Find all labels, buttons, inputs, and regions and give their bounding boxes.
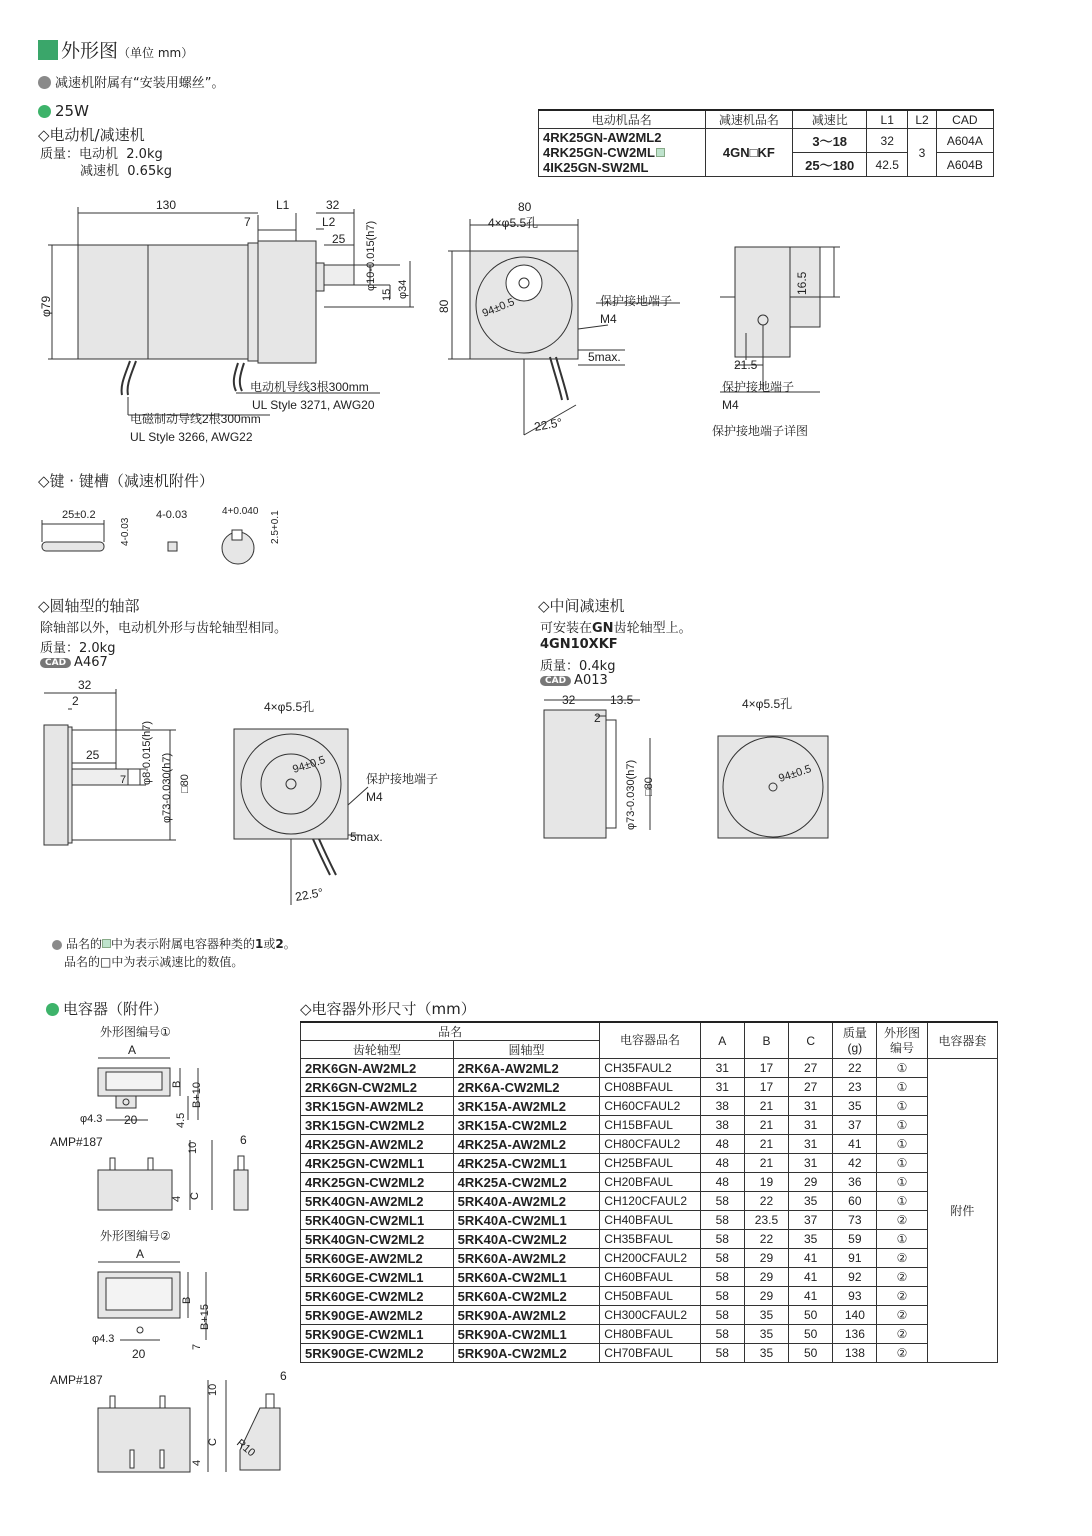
mid-cad: CAD A013	[540, 673, 608, 688]
side-m4: M4	[722, 398, 739, 412]
table-cell: 3RK15A-AW2ML2	[453, 1097, 600, 1116]
fig1-20: 20	[124, 1113, 138, 1127]
th-fig: 外形图编号	[877, 1022, 927, 1059]
dim-165: 16.5	[795, 271, 809, 295]
table-cell: 5RK90GE-AW2ML2	[301, 1306, 454, 1325]
table-cell: ①	[877, 1154, 927, 1173]
table-cell: 48	[700, 1135, 744, 1154]
fig2-label: 外形图编号②	[100, 1229, 171, 1243]
table-cell: 50	[789, 1344, 833, 1363]
table-cell: 50	[789, 1325, 833, 1344]
cad-2: A604B	[936, 153, 993, 177]
th-cap: 电容器品名	[600, 1022, 700, 1059]
dim-130: 130	[156, 198, 177, 212]
th-round-type: 圆轴型	[453, 1041, 600, 1059]
round-title: ◇圆轴型的轴部	[38, 597, 140, 615]
table-cell: 41	[789, 1268, 833, 1287]
table-cell: 60	[833, 1192, 877, 1211]
mid-pcd: 94±0.5	[777, 763, 813, 785]
table-row	[301, 1211, 998, 1230]
fig2-phi: φ4.3	[92, 1333, 115, 1345]
table-cell: 35	[833, 1097, 877, 1116]
table-cell: ②	[877, 1344, 927, 1363]
fig2-r10: R10	[234, 1437, 258, 1460]
round-32: 32	[78, 678, 92, 692]
key-25: 25±0.2	[62, 509, 96, 521]
cad-1: A604A	[936, 129, 993, 153]
table-cell: 22	[744, 1192, 788, 1211]
table-cell: ①	[877, 1135, 927, 1154]
th-gear-type: 齿轮轴型	[301, 1041, 454, 1059]
table-cell: 48	[700, 1154, 744, 1173]
table-cell: 31	[789, 1097, 833, 1116]
table-cell: 5RK40A-CW2ML2	[453, 1230, 600, 1249]
cap-title: 电容器（附件）	[46, 998, 168, 1019]
table-cell: 48	[700, 1173, 744, 1192]
fig1-B: B	[171, 1080, 183, 1088]
table-row	[301, 1192, 998, 1211]
fig1-A: A	[128, 1043, 137, 1057]
l1-b: 42.5	[867, 153, 908, 177]
key-25b: 2.5+0.1	[270, 510, 281, 544]
gear-head	[258, 241, 316, 363]
table-cell: 5RK60GE-CW2ML2	[301, 1287, 454, 1306]
table-cell: 50	[789, 1306, 833, 1325]
table-cell: ①	[877, 1059, 927, 1078]
table-cell: ②	[877, 1287, 927, 1306]
key-4: 4-0.03	[120, 517, 131, 546]
table-cell: CH35BFAUL	[600, 1230, 700, 1249]
th-set: 电容器套	[927, 1022, 997, 1059]
motor-subtitle: ◇电动机/减速机	[38, 126, 145, 144]
th-b: B	[744, 1022, 788, 1059]
round-max: 5max.	[350, 830, 383, 844]
dim-80: 80	[518, 200, 532, 214]
table-cell: CH80BFAUL	[600, 1325, 700, 1344]
fig2-A: A	[136, 1247, 145, 1261]
ratio-2: 25～180	[793, 153, 867, 177]
capacitor-set-cell: 附件	[927, 1059, 997, 1363]
table-cell: CH15BFAUL	[600, 1116, 700, 1135]
round-desc: 除轴部以外，电动机外形与齿轮轴型相同。	[40, 621, 288, 636]
capacitor-table	[300, 1021, 998, 1363]
table-cell: 4RK25A-CW2ML2	[453, 1173, 600, 1192]
lead-2: 电磁制动导线2根300mm	[130, 412, 261, 426]
table-cell: 23.5	[744, 1211, 788, 1230]
table-cell: ①	[877, 1192, 927, 1211]
table-cell: 5RK40GN-CW2ML1	[301, 1211, 454, 1230]
side-caption: 保护接地端子详图	[712, 424, 809, 438]
fig1-phi: φ4.3	[80, 1113, 103, 1125]
table-cell: 140	[833, 1306, 877, 1325]
angle-label: 22.5°	[533, 415, 564, 434]
table-cell: 93	[833, 1287, 877, 1306]
side-ground: 保护接地端子	[722, 380, 795, 394]
header-note: 减速机附属有“安装用螺丝”。	[38, 72, 224, 91]
table-cell: 21	[744, 1135, 788, 1154]
table-cell: 58	[700, 1325, 744, 1344]
table-cell: 58	[700, 1230, 744, 1249]
round-holes: 4×φ5.5孔	[264, 700, 315, 714]
fig1-B10: B+10	[191, 1082, 203, 1108]
round-shaft-drawing	[30, 675, 439, 910]
table-cell: 29	[744, 1287, 788, 1306]
title-square-icon	[38, 40, 58, 60]
th-mass: 质量(g)	[833, 1022, 877, 1059]
table-cell: ①	[877, 1230, 927, 1249]
table-row	[301, 1135, 998, 1154]
section-25w-title: 25W	[38, 102, 89, 120]
key-title: ◇键 · 键槽（减速机附件）	[38, 472, 214, 490]
mid-desc: 可安装在GN齿轮轴型上。	[540, 621, 692, 636]
th-c: C	[789, 1022, 833, 1059]
output-shaft	[324, 265, 354, 285]
table-cell: ①	[877, 1078, 927, 1097]
table-cell: 2RK6A-AW2ML2	[453, 1059, 600, 1078]
key-drawing	[38, 500, 308, 575]
dim-25: 25	[332, 232, 346, 246]
table-cell: 92	[833, 1268, 877, 1287]
table-row	[301, 1097, 998, 1116]
mid-32: 32	[562, 693, 576, 707]
ground-label: 保护接地端子	[600, 294, 673, 308]
th-cad: CAD	[936, 110, 993, 129]
table-cell: 4RK25GN-CW2ML1	[301, 1154, 454, 1173]
table-cell: 5RK40GN-AW2ML2	[301, 1192, 454, 1211]
table-cell: 5RK40A-CW2ML1	[453, 1211, 600, 1230]
table-cell: 58	[700, 1287, 744, 1306]
table-cell: CH120CFAUL2	[600, 1192, 700, 1211]
table-cell: 5RK40A-AW2ML2	[453, 1192, 600, 1211]
dim-l1: L1	[276, 198, 290, 212]
table-row	[301, 1059, 998, 1078]
page-title: 外形图（单位 mm）	[38, 36, 193, 63]
th-l2: L2	[908, 110, 936, 129]
max-label: 5max.	[588, 350, 621, 364]
table-cell: 37	[789, 1211, 833, 1230]
mid-sq80: □80	[643, 777, 655, 796]
table-cell: 5RK90GE-CW2ML2	[301, 1344, 454, 1363]
bullet-icon	[52, 940, 62, 950]
fig1-10: 10	[187, 1141, 199, 1154]
table-cell: CH300CFAUL2	[600, 1306, 700, 1325]
table-cell: 4RK25GN-CW2ML2	[301, 1173, 454, 1192]
dim-15: 15	[381, 288, 393, 301]
cap-table-title: ◇电容器外形尺寸（mm）	[300, 1000, 476, 1018]
fig1-4: 4	[171, 1195, 183, 1202]
fig1-45: 4.5	[175, 1112, 187, 1128]
table-cell: 35	[789, 1192, 833, 1211]
table-cell: 41	[789, 1287, 833, 1306]
th-name: 品名	[301, 1022, 600, 1041]
table-cell: ①	[877, 1173, 927, 1192]
table-cell: CH08BFAUL	[600, 1078, 700, 1097]
table-cell: 4RK25A-AW2ML2	[453, 1135, 600, 1154]
table-cell: CH80CFAUL2	[600, 1135, 700, 1154]
table-cell: 2RK6GN-AW2ML2	[301, 1059, 454, 1078]
dim-32: 32	[326, 198, 340, 212]
round-phi73: φ73-0.030(h7)	[161, 752, 173, 823]
table-cell: 21	[744, 1116, 788, 1135]
table-cell: 58	[700, 1249, 744, 1268]
table-cell: 58	[700, 1211, 744, 1230]
table-cell: 27	[789, 1078, 833, 1097]
dim-shaft: φ10-0.015(h7)	[365, 220, 377, 291]
table-cell: 2RK6A-CW2ML2	[453, 1078, 600, 1097]
table-cell: 136	[833, 1325, 877, 1344]
table-cell: 29	[789, 1173, 833, 1192]
round-shaft: φ8-0.015(h7)	[141, 720, 153, 785]
fig2-20: 20	[132, 1347, 146, 1361]
table-cell: 58	[700, 1344, 744, 1363]
table-cell: 58	[700, 1192, 744, 1211]
table-cell: 5RK90A-CW2ML1	[453, 1325, 600, 1344]
table-cell: CH25BFAUL	[600, 1154, 700, 1173]
round-mass: 质量：2.0kg	[40, 641, 116, 656]
table-row	[301, 1287, 998, 1306]
round-sq80: □80	[179, 774, 191, 793]
table-cell: 38	[700, 1097, 744, 1116]
table-cell: 2RK6GN-CW2ML2	[301, 1078, 454, 1097]
table-cell: 5RK60A-CW2ML1	[453, 1268, 600, 1287]
table-cell: 31	[700, 1078, 744, 1097]
fig1-label: 外形图编号①	[100, 1025, 171, 1039]
table-cell: 22	[833, 1059, 877, 1078]
fig2-B: B	[181, 1296, 193, 1304]
table-cell: ②	[877, 1306, 927, 1325]
table-cell: CH50BFAUL	[600, 1287, 700, 1306]
fig1-C: C	[189, 1192, 201, 1200]
table-cell: 31	[700, 1059, 744, 1078]
table-cell: 22	[744, 1230, 788, 1249]
l2: 3	[908, 129, 936, 177]
table-cell: CH60BFAUL	[600, 1268, 700, 1287]
table-cell: 31	[789, 1135, 833, 1154]
dim-l2: L2	[322, 215, 336, 229]
bullet-icon	[38, 105, 51, 118]
th-gear: 减速机品名	[705, 110, 793, 129]
lead-1b: UL Style 3271, AWG20	[252, 398, 375, 412]
table-cell: 5RK90GE-CW2ML1	[301, 1325, 454, 1344]
th-l1: L1	[867, 110, 908, 129]
motor-body	[78, 245, 148, 359]
table-cell: 35	[744, 1306, 788, 1325]
mid-135: 13.5	[610, 693, 634, 707]
table-cell: 29	[744, 1249, 788, 1268]
table-cell: 58	[700, 1306, 744, 1325]
table-cell: 23	[833, 1078, 877, 1097]
table-cell: 21	[744, 1154, 788, 1173]
table-cell: 59	[833, 1230, 877, 1249]
fig1-amp: AMP#187	[50, 1135, 103, 1149]
table-cell: 21	[744, 1097, 788, 1116]
table-cell: 35	[789, 1230, 833, 1249]
table-cell: CH35FAUL2	[600, 1059, 700, 1078]
round-7: 7	[120, 774, 127, 786]
dim-7: 7	[244, 215, 251, 229]
round-m4: M4	[366, 790, 383, 804]
mid-gear-drawing	[530, 690, 850, 850]
table-cell: 4RK25GN-AW2ML2	[301, 1135, 454, 1154]
table-cell: 35	[744, 1344, 788, 1363]
round-25: 25	[86, 748, 100, 762]
table-cell: 3RK15A-CW2ML2	[453, 1116, 600, 1135]
table-cell: ②	[877, 1268, 927, 1287]
table-cell: 41	[833, 1135, 877, 1154]
table-cell: 3RK15GN-CW2ML2	[301, 1116, 454, 1135]
table-cell: 58	[700, 1268, 744, 1287]
fig2-C: C	[207, 1438, 219, 1446]
notes: 品名的 中为表示附属电容器种类的1或2。 品名的□中为表示减速比的数值。	[52, 935, 296, 971]
fig2-4: 4	[191, 1459, 203, 1466]
table-row	[301, 1116, 998, 1135]
table-cell: 17	[744, 1078, 788, 1097]
table-cell: 5RK40GN-CW2ML2	[301, 1230, 454, 1249]
m4-label: M4	[600, 312, 617, 326]
table-cell: 17	[744, 1059, 788, 1078]
dim-80v: 80	[437, 299, 451, 313]
holes: 4×φ5.5孔	[488, 216, 539, 230]
round-cad: CAD A467	[40, 655, 108, 670]
table-cell: 73	[833, 1211, 877, 1230]
th-ratio: 减速比	[793, 110, 867, 129]
table-row	[301, 1306, 998, 1325]
table-cell: ②	[877, 1211, 927, 1230]
mid-phi73: φ73-0.030(h7)	[625, 759, 637, 830]
table-cell: 5RK60A-CW2ML2	[453, 1287, 600, 1306]
table-row	[301, 1078, 998, 1097]
table-cell: 5RK90A-CW2ML2	[453, 1344, 600, 1363]
table-cell: 42	[833, 1154, 877, 1173]
table-cell: 41	[789, 1249, 833, 1268]
th-a: A	[700, 1022, 744, 1059]
motor-names: 4RK25GN-AW2ML2 4RK25GN-CW2ML 4IK25GN-SW2ML	[539, 129, 706, 177]
table-cell: 36	[833, 1173, 877, 1192]
table-row	[301, 1173, 998, 1192]
fig2-7: 7	[191, 1343, 203, 1350]
table-row	[301, 1268, 998, 1287]
fig2-amp: AMP#187	[50, 1373, 103, 1387]
mid-model: 4GN10XKF	[540, 637, 618, 652]
round-2: 2	[72, 694, 79, 708]
lead-2b: UL Style 3266, AWG22	[130, 430, 253, 444]
bullet-icon	[46, 1003, 59, 1016]
table-cell: ②	[877, 1325, 927, 1344]
table-cell: CH40BFAUL	[600, 1211, 700, 1230]
mid-mass: 质量：0.4kg	[540, 659, 616, 674]
table-cell: 4RK25A-CW2ML1	[453, 1154, 600, 1173]
key-4c: 4+0.040	[222, 506, 259, 517]
capacitor-drawings	[40, 1040, 290, 1530]
table-row	[301, 1325, 998, 1344]
dim-phi34: φ34	[397, 279, 409, 299]
spec-table	[538, 109, 994, 177]
table-cell: CH70BFAUL	[600, 1344, 700, 1363]
table-cell: 5RK60GE-CW2ML1	[301, 1268, 454, 1287]
l1-a: 32	[867, 129, 908, 153]
th-motor: 电动机品名	[539, 110, 706, 129]
table-cell: ②	[877, 1249, 927, 1268]
pcd: 94±0.5	[480, 296, 517, 320]
gear-name: 4GN□KF	[705, 129, 793, 177]
motor-dimension-drawing	[30, 195, 1050, 455]
table-cell: 37	[833, 1116, 877, 1135]
table-cell: 31	[789, 1116, 833, 1135]
mass-info: 质量：电动机 2.0kg 减速机 0.65kg	[40, 147, 173, 179]
table-cell: 29	[744, 1268, 788, 1287]
table-cell: 19	[744, 1173, 788, 1192]
table-row	[301, 1249, 998, 1268]
table-cell: 138	[833, 1344, 877, 1363]
round-ground: 保护接地端子	[366, 772, 439, 786]
mid-2: 2	[594, 711, 601, 725]
table-cell: 31	[789, 1154, 833, 1173]
fig2-10: 10	[207, 1383, 219, 1396]
table-cell: 35	[744, 1325, 788, 1344]
round-pcd: 94±0.5	[291, 754, 327, 776]
table-cell: 38	[700, 1116, 744, 1135]
table-cell: CH20BFAUL	[600, 1173, 700, 1192]
table-cell: CH60CFAUL2	[600, 1097, 700, 1116]
table-cell: 27	[789, 1059, 833, 1078]
table-cell: 91	[833, 1249, 877, 1268]
table-cell: ①	[877, 1097, 927, 1116]
table-cell: 5RK60GE-AW2ML2	[301, 1249, 454, 1268]
ratio-1: 3～18	[793, 129, 867, 153]
dim-215: 21.5	[734, 358, 758, 372]
table-cell: CH200CFAUL2	[600, 1249, 700, 1268]
table-cell: 3RK15GN-AW2ML2	[301, 1097, 454, 1116]
fig2-6: 6	[280, 1369, 287, 1383]
table-row	[301, 1230, 998, 1249]
table-cell: 5RK60A-AW2ML2	[453, 1249, 600, 1268]
table-cell: 5RK90A-AW2ML2	[453, 1306, 600, 1325]
bullet-icon	[38, 76, 51, 89]
fig1-6: 6	[240, 1133, 247, 1147]
key-4b: 4-0.03	[156, 509, 188, 521]
mid-holes: 4×φ5.5孔	[742, 697, 793, 711]
fig2-B15: B+15	[199, 1304, 211, 1330]
lead-1: 电动机导线3根300mm	[250, 380, 369, 394]
table-cell: ①	[877, 1116, 927, 1135]
mid-title: ◇中间减速机	[538, 597, 625, 615]
round-angle: 22.5°	[294, 885, 325, 904]
table-row	[301, 1154, 998, 1173]
dim-phi79: φ79	[39, 295, 53, 317]
table-row	[301, 1344, 998, 1363]
